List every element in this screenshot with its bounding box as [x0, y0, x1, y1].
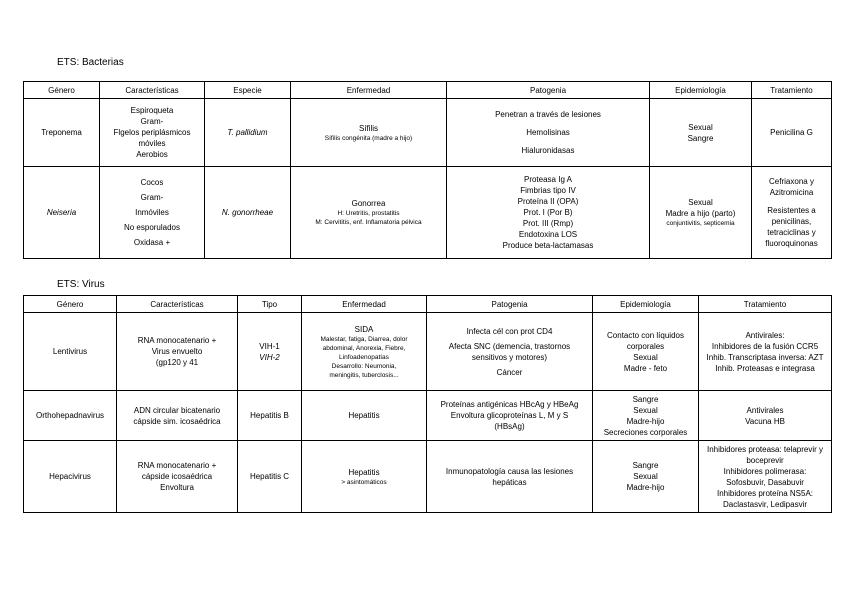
col-header-enfermedad: Enfermedad	[302, 296, 427, 313]
cell-line: Linfoadenopatías	[339, 353, 389, 361]
genero-cell: Lentivirus	[24, 313, 117, 391]
cell-line: No esporulados	[123, 223, 181, 232]
cell-line: Daclastasvir, Ledipasvir	[722, 499, 808, 509]
cell-line: RNA monocatenario +	[137, 336, 217, 345]
cell-line: Sexual	[633, 352, 658, 362]
caracteristicas-cell	[117, 313, 238, 391]
cell-line: SIDA	[354, 324, 374, 334]
cell-line: Inmóviles	[135, 208, 169, 217]
tipo-cell	[238, 313, 302, 391]
col-header-tratamiento: Tratamiento	[699, 296, 832, 313]
especie-cell: T. pallidium	[205, 99, 291, 167]
cell-line: Infecta cél con prot CD4	[466, 326, 553, 336]
col-header-especie: Especie	[205, 82, 291, 99]
cell-line: Hemolisinas	[526, 128, 570, 137]
cell-line: Proteasa Ig A	[523, 175, 573, 184]
epidemiologia-cell	[650, 167, 752, 259]
epidemiologia-cell	[593, 441, 699, 513]
cell-line: > asintomáticos	[341, 478, 387, 486]
cell-line: Madre - feto	[623, 363, 668, 373]
col-header-patogenia: Patogenia	[427, 296, 593, 313]
cell-line: Sífilis	[358, 123, 379, 133]
patogenia-cell	[427, 313, 593, 391]
cell-line: penicilinas,	[771, 217, 812, 226]
virus-table	[23, 295, 832, 513]
cell-line: Inhibidores polimerasa:	[723, 466, 807, 476]
cell-line: corporales	[626, 341, 665, 351]
cell-line: Malestar, fatiga, Diarrea, dolor	[320, 335, 408, 343]
epidemiologia-cell	[593, 313, 699, 391]
table-row	[24, 391, 832, 441]
cell-line: Resistentes a	[767, 206, 816, 215]
enfermedad-cell	[302, 313, 427, 391]
cell-line: abdominal, Anorexia, Fiebre,	[322, 344, 406, 352]
tratamiento-cell	[699, 391, 832, 441]
cell-line: cápside sim. icosaédrica	[133, 416, 221, 426]
enfermedad-cell: Hepatitis	[302, 391, 427, 441]
tipo-cell: Hepatitis C	[238, 441, 302, 513]
cell-line: Sofosbuvir, Dasabuvir	[726, 477, 804, 487]
tratamiento-cell	[699, 441, 832, 513]
cell-line: conjuntivitis, septicemia	[666, 220, 735, 227]
genero-cell: Orthohepadnavirus	[24, 391, 117, 441]
genero-cell: Treponema	[24, 99, 100, 167]
especie-cell: N. gonorrheae	[205, 167, 291, 259]
cell-line: Fimbrias tipo IV	[520, 186, 576, 195]
col-header-epidemiologia: Epidemiología	[593, 296, 699, 313]
cell-line: Endotoxina LOS	[518, 230, 578, 239]
cell-line: Hepatitis	[348, 467, 380, 477]
cell-line: Virus envuelto	[151, 347, 203, 356]
cell-line: Cáncer	[496, 367, 523, 377]
cell-line: Inhibidores proteína NS5A:	[716, 488, 814, 498]
cell-line: Sexual	[633, 472, 658, 481]
cell-line: Flgelos periplásmicos	[113, 128, 191, 137]
enfermedad-cell	[291, 99, 447, 167]
table-row	[24, 313, 832, 391]
cell-line: Cocos	[140, 178, 164, 187]
cell-line: Sexual	[688, 122, 713, 132]
cell-line: Proteína II (OPA)	[517, 197, 579, 206]
virus-header-row	[24, 296, 832, 313]
cell-line: H: Uretritis, prostatitis	[337, 210, 400, 217]
cell-line: (HBsAg)	[494, 422, 525, 431]
genero-cell: Neiseria	[24, 167, 100, 259]
cell-line: Sífilis congénita (madre a hijo)	[324, 134, 413, 142]
cell-line: meningitis, tuberclosis...	[329, 371, 399, 379]
cell-line: M: Cervititis, enf. Inflamatoria pélvica	[315, 219, 422, 226]
col-header-tratamiento: Tratamiento	[752, 82, 832, 99]
table-row	[24, 99, 832, 167]
cell-line: VIH-2	[259, 352, 280, 362]
caracteristicas-cell	[100, 167, 205, 259]
patogenia-cell	[447, 99, 650, 167]
cell-line: Envoltura	[160, 483, 194, 492]
caracteristicas-cell	[100, 99, 205, 167]
cell-line: boceprevir	[746, 455, 784, 465]
bacterias-table	[23, 81, 832, 259]
cell-line: Contacto con líquidos	[607, 330, 684, 340]
col-header-patogenia: Patogenia	[447, 82, 650, 99]
tratamiento-cell	[699, 313, 832, 391]
cell-line: Antivirales	[746, 405, 784, 415]
cell-line: Prot. I (Por B)	[523, 208, 573, 217]
tratamiento-cell	[752, 167, 832, 259]
cell-line: Inhibidores proteasa: telaprevir y	[706, 444, 824, 454]
table-row	[24, 441, 832, 513]
cell-line: Sexual	[688, 198, 713, 207]
cell-line: Desarrollo: Neumonia,	[331, 362, 397, 370]
epidemiologia-cell	[593, 391, 699, 441]
enfermedad-cell	[291, 167, 447, 259]
cell-line: Vacuna HB	[745, 416, 785, 426]
caracteristicas-cell	[117, 441, 238, 513]
cell-line: Penetran a través de lesiones	[495, 110, 601, 119]
cell-line: Madre-hijo	[626, 416, 665, 426]
cell-line: Secreciones corporales	[603, 427, 688, 437]
cell-line: Espiroqueta	[130, 106, 174, 115]
cell-line: Sangre	[687, 133, 714, 143]
tratamiento-cell: Penicilina G	[752, 99, 832, 167]
cell-line: Envoltura glicoproteínas L, M y S	[450, 411, 569, 420]
col-header-caracteristicas: Características	[117, 296, 238, 313]
cell-line: ADN circular bicatenario	[133, 405, 221, 415]
cell-line: Inhibidores de la fusión CCR5	[711, 341, 819, 351]
patogenia-cell	[427, 441, 593, 513]
cell-line: Madre-hijo	[626, 483, 665, 492]
cell-line: Afecta SNC (demencia, trastornos	[448, 341, 571, 351]
cell-line: tetraciclinas y	[767, 228, 816, 237]
cell-line: Sangre	[632, 461, 659, 470]
cell-line: Cefriaxona y	[769, 177, 814, 186]
epidemiologia-cell	[650, 99, 752, 167]
cell-line: Inhib. Proteasas e integrasa	[715, 363, 815, 373]
cell-line: Inhib. Transcriptasa inversa: AZT	[706, 352, 824, 362]
col-header-caracteristicas: Características	[100, 82, 205, 99]
bacterias-header-row	[24, 82, 832, 99]
cell-line: Oxidasa +	[133, 238, 171, 247]
cell-line: móviles	[138, 139, 166, 148]
col-header-genero: Género	[24, 296, 117, 313]
cell-line: Antivirales:	[745, 330, 785, 340]
cell-line: Sexual	[633, 405, 658, 415]
genero-cell: Hepacivirus	[24, 441, 117, 513]
patogenia-cell	[427, 391, 593, 441]
virus-title: ETS: Virus	[57, 279, 105, 290]
enfermedad-cell	[302, 441, 427, 513]
cell-line: Prot. III (Rmp)	[522, 219, 574, 228]
cell-line: Hialuronidasas	[521, 146, 575, 155]
table-row	[24, 167, 832, 259]
cell-line: fluoroquinonas	[765, 239, 818, 248]
cell-line: Proteínas antigénicas HBcAg y HBeAg	[440, 400, 579, 409]
cell-line: Azitromicina	[769, 188, 814, 197]
col-header-tipo: Tipo	[238, 296, 302, 313]
cell-line: Gram-	[140, 193, 164, 202]
cell-line: VIH-1	[259, 341, 280, 351]
cell-line: Madre a hijo (parto)	[665, 209, 736, 218]
cell-line: Aerobios	[136, 150, 168, 159]
patogenia-cell	[447, 167, 650, 259]
cell-line: Gram-	[140, 117, 164, 126]
bacterias-title: ETS: Bacterias	[57, 57, 124, 68]
cell-line: sensitivos y motores)	[471, 352, 548, 362]
col-header-epidemiologia: Epidemiología	[650, 82, 752, 99]
cell-line: Inmunopatología causa las lesiones	[445, 466, 574, 476]
cell-line: hepáticas	[492, 477, 527, 487]
cell-line: Produce beta-lactamasas	[502, 241, 594, 250]
cell-line: cápside icosaédrica	[141, 472, 213, 481]
col-header-enfermedad: Enfermedad	[291, 82, 447, 99]
col-header-genero: Género	[24, 82, 100, 99]
cell-line: (gp120 y 41	[155, 358, 199, 367]
cell-line: Gonorrea	[351, 199, 386, 208]
tipo-cell: Hepatitis B	[238, 391, 302, 441]
cell-line: Sangre	[632, 394, 659, 404]
caracteristicas-cell	[117, 391, 238, 441]
cell-line: RNA monocatenario +	[137, 461, 217, 470]
